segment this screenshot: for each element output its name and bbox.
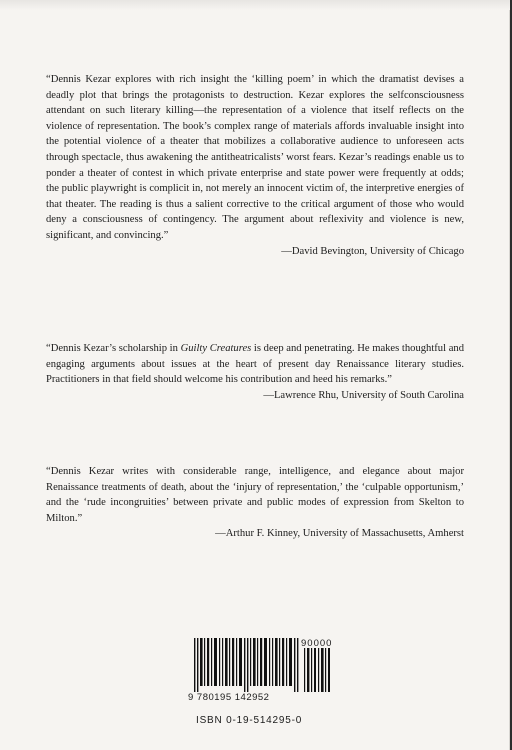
blurb-attribution: —Lawrence Rhu, University of South Carolina [263, 389, 464, 401]
blurb-text: “Dennis Kezar explores with rich insight the ‘killing poem’ in which the dramatist devises a deadly plot that brings the protagonists to destruction. Kezar explores the selfconsciousness attendant on such literary killing—the representation of a violence that itself reflects on the violence of representation. The book’s complex range of materials affords invaluable insight into the potential violence of a theater that mobilizes a collaborative audience to unforeseen acts through spectacle, thus awakening the antitheatricalists’ worst fears. Kezar’s readings enable us to ponder a theater of contest in which private enterprise and state power were frequently at odds; the public playwright is complicit in, not merely an innocent victim of, the interpretive energies of that theater. The reading is thus a salient corrective to the critical argument of those who would deny a consciousness of contingency. The argument about reflexivity and violence is new, significant, and convincing.” [46, 74, 464, 241]
top-shading [0, 0, 510, 10]
book-title-italic: Guilty Creatures [180, 343, 252, 354]
blurb-text-before: “Dennis Kezar’s scholarship in [46, 343, 181, 354]
barcode-price-digits: 90000 [301, 638, 333, 649]
blurb-attribution: —Arthur F. Kinney, University of Massachusetts, Amherst [215, 528, 464, 540]
blurb-text: “Dennis Kezar writes with considerable range, intelligence, and elegance about major Renaissance treatments of death, about the ‘injury of representation,’ the ‘culpable opportunism,’ and the ‘rude incongruities’ between private and public modes of expression from Skelton to Milton.” [46, 466, 464, 524]
blurb-kinney [46, 464, 464, 542]
isbn-number: ISBN 0-19-514295-0 [196, 715, 303, 726]
blurb-attribution: —David Bevington, University of Chicago [281, 245, 464, 257]
blurb-bevington [46, 72, 464, 259]
barcode-ean-digits: 9 780195 142952 [188, 692, 270, 703]
blurb-text [46, 341, 464, 388]
blurb-rhu [46, 341, 464, 403]
blurb-text-after: is deep and penetrating. He makes thoughtful and engaging arguments about issues at the heart of present day Renaissance literary studies. Practitioners in that field should welcome his contribution and heed his remarks.” [46, 343, 464, 386]
